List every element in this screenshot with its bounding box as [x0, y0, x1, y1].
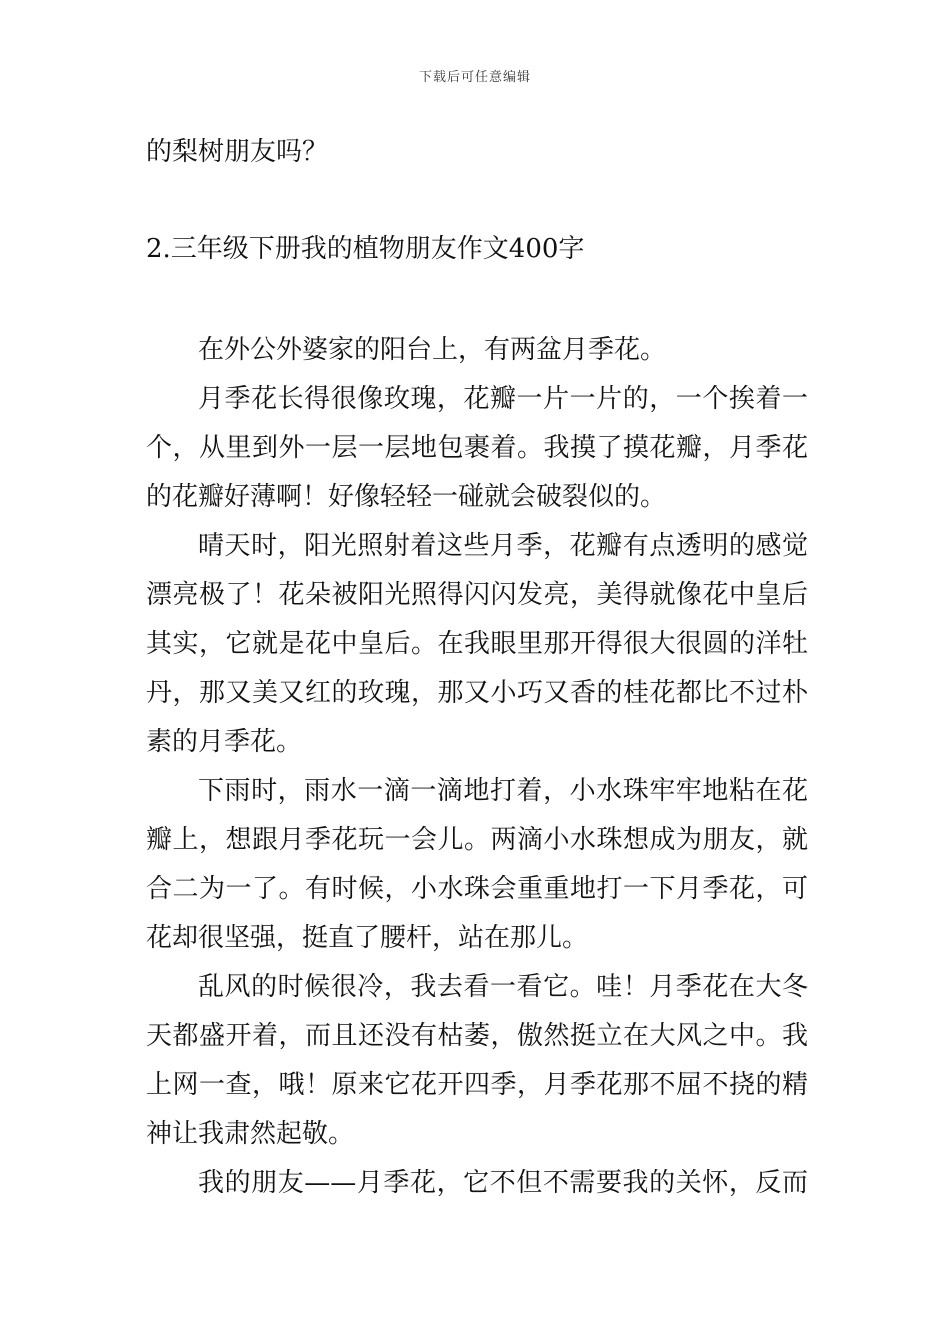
paragraph	[146, 1159, 808, 1208]
paragraph-line: 瓣上，想跟月季花玩一会儿。两滴小水珠想成为朋友，就	[146, 825, 808, 855]
paragraph-line: 我的朋友——月季花，它不但不需要我的关怀，反而	[198, 1168, 808, 1198]
paragraph-line: 漂亮极了！花朵被阳光照得闪闪发亮，美得就像花中皇后	[146, 580, 808, 610]
paragraph-line: 在外公外婆家的阳台上，有两盆月季花。	[198, 335, 667, 365]
paragraph-line: 下雨时，雨水一滴一滴地打着，小水珠牢牢地粘在花	[198, 776, 808, 806]
paragraph	[146, 326, 808, 375]
page-header: 下载后可任意编辑	[418, 70, 531, 85]
paragraph-line: 个，从里到外一层一层地包裹着。我摸了摸花瓣，月季花	[146, 433, 808, 463]
paragraph-line: 晴天时，阳光照射着这些月季，花瓣有点透明的感觉	[198, 531, 808, 561]
paragraph	[146, 522, 808, 767]
section-heading: 2.三年级下册我的植物朋友作文400字	[146, 234, 585, 264]
paragraph-line: 神让我肃然起敬。	[146, 1119, 355, 1149]
paragraph-line: 的花瓣好薄啊！好像轻轻一碰就会破裂似的。	[146, 482, 667, 512]
paragraph-line: 合二为一了。有时候，小水珠会重重地打一下月季花，可	[146, 874, 808, 904]
paragraph	[146, 375, 808, 522]
paragraph-line: 素的月季花。	[146, 727, 303, 757]
paragraph-line: 其实，它就是花中皇后。在我眼里那开得很大很圆的洋牡	[146, 629, 808, 659]
paragraph-line: 天都盛开着，而且还没有枯萎，傲然挺立在大风之中。我	[146, 1021, 808, 1051]
document-body	[146, 128, 808, 1208]
intro-line: 的梨树朋友吗？	[146, 137, 329, 167]
paragraph-line: 花却很坚强，挺直了腰杆，站在那儿。	[146, 923, 589, 953]
paragraph-line: 上网一查，哦！原来它花开四季，月季花那不屈不挠的精	[146, 1070, 808, 1100]
paragraph-line: 丹，那又美又红的玫瑰，那又小巧又香的桂花都比不过朴	[146, 678, 808, 708]
paragraph	[146, 767, 808, 963]
paragraph-line: 乱风的时候很冷，我去看一看它。哇！月季花在大冬	[198, 972, 808, 1002]
paragraph	[146, 963, 808, 1159]
paragraph-line: 月季花长得很像玫瑰，花瓣一片一片的，一个挨着一	[198, 384, 808, 414]
